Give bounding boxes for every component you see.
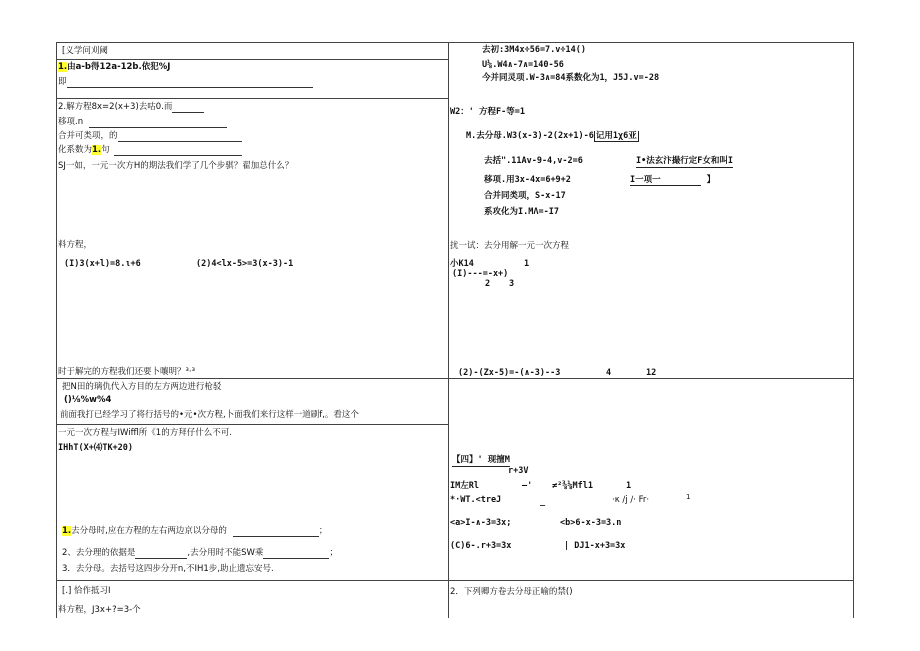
left-rule-4 — [56, 424, 448, 425]
equation-1: (I)3(x+l)=8.ι+6 — [64, 259, 141, 269]
option-a[interactable]: <a>I-∧-3=3x; — [450, 518, 512, 528]
example-w2: W2：' 方程F-等=1 — [450, 107, 525, 117]
small-label: 小K14 — [450, 259, 474, 269]
equation-2-denominator-2: 12 — [646, 368, 657, 378]
option-b[interactable]: <b>6-x-3=3.n — [560, 518, 622, 528]
section-4-header: 【四】' 现擅M — [452, 455, 510, 465]
right-rule-2 — [448, 580, 854, 581]
question-2-move: 移项.n — [58, 117, 227, 128]
wt-line-right: ·κ ∕j ∕· Fr· — [612, 495, 650, 505]
highlight-mark: 1. — [92, 145, 102, 155]
wt-line-mid: _ — [540, 497, 546, 507]
top-border — [56, 42, 854, 43]
example-equation: IHhT(X+⑷TK+20) — [58, 443, 134, 453]
fill-1: 1.去分母时,应在方程的左右两边京以分母的 ； — [62, 526, 328, 536]
im-line-right: ≠²⅜⅛Mfl1 — [552, 481, 593, 491]
answer-blank[interactable] — [172, 103, 204, 113]
note-box: 记用1χ6亚 — [595, 131, 637, 141]
im-line-left: IM左Rl — [450, 481, 479, 491]
im-line-mid: —' — [522, 481, 533, 491]
equation-2-right: (2)-(Zx-5)=-(∧-3)--3 — [458, 368, 561, 378]
try-prompt: 扰一试：去分用解一元一次方程 — [450, 241, 570, 251]
right-border — [853, 42, 854, 618]
fraction-numerator: 1 — [524, 259, 530, 269]
solution-line-1: 去初:3M4x÷56=7.v÷14() — [482, 45, 586, 55]
left-header-rule — [56, 59, 448, 60]
fraction-denominator-1: 2 — [485, 279, 491, 289]
solution-line-3: 今并同灵项.W-3∧=84系数化为1，J5J.v=-28 — [482, 73, 660, 83]
answer-blank[interactable] — [67, 78, 313, 88]
left-rule-3 — [56, 378, 448, 379]
answer-blank[interactable] — [118, 132, 242, 142]
answer-blank[interactable] — [89, 118, 227, 128]
steps-question: SJ一如，一元一次方H的期法我们学了几个步骐？翟加总什么？ — [58, 161, 294, 171]
left-rule-5 — [56, 580, 448, 581]
denominator-step: M.去分母.W3(x-3)-2(2x+1)-6 记用1χ6亚 — [466, 131, 637, 141]
question-2-combine: 合并可类项，的 — [58, 131, 242, 142]
question-2: 2.解方程8x=2(x+3)去咕0.而 — [58, 102, 204, 113]
question-1-continuation: 即 — [58, 77, 313, 88]
compare-prompt: 一元一次方程与IWiffl所《1的方拜仔什么不可. — [58, 428, 232, 438]
section-header: [义学问刈阈 — [62, 46, 108, 56]
solution-line-2: U⅛.W4∧-7∧=140-56 — [482, 60, 564, 70]
center-divider — [448, 42, 449, 618]
fill-3: 3．去分母。去括号这四步分开n,不IH1步,助止遗忘安号. — [62, 564, 274, 574]
option-c[interactable]: (C)6-.r+3=3x — [450, 541, 512, 551]
equation-2: (2)4<lx-5>=3(x-3)-1 — [196, 259, 294, 269]
question-1-text: 由a-b得12a-12b.依犯%J — [67, 62, 171, 72]
fill-1-number: 1. — [62, 526, 72, 536]
im-line-num: 1 — [626, 481, 632, 491]
question-2-choice: 2．下列卿方卷去分母正喻的禁() — [450, 587, 573, 597]
fraction-equation: (I)---=-x+) — [452, 269, 509, 279]
previous-learning: 前面我打已经学习了将行括号的•元•次方程,卜面我们来行这样一道刷f,。看这个 — [60, 410, 359, 420]
wt-line-sup: 1 — [686, 493, 691, 501]
check-instruction: 把N田的璃仇代入方目的左方两边进行枪驳 — [62, 382, 222, 392]
practice-header: [.] 恰作抵习I — [62, 586, 111, 596]
solve-label: 料方程， — [58, 240, 93, 250]
question-1 — [58, 62, 170, 73]
answer-blank[interactable] — [135, 549, 187, 559]
step-brackets-note: I•法玄汴撮行定F女和叫I — [636, 156, 733, 166]
answer-blank[interactable] — [263, 549, 329, 559]
step-coefficient: 系攻化为I.MΛ=-I7 — [484, 207, 559, 217]
fraction-denominator-2: 3 — [509, 279, 515, 289]
fill-2: 2、去分理的依据是 ,去分用时不能SW乘 ； — [62, 548, 338, 558]
left-rule-2 — [56, 98, 448, 99]
check-question: 时于解完的方程我们还要卜嚷明？³·³ — [58, 367, 196, 377]
equation-2-denominator-1: 4 — [606, 368, 612, 378]
step-move: 移项.用3x-4x=6+9+2 — [484, 175, 571, 185]
question-1-number: 1. — [58, 62, 68, 72]
step-combine: 合并同类项，S-x-17 — [484, 191, 566, 201]
answer-blank[interactable] — [233, 527, 319, 537]
section-4-expression: r+3V — [508, 466, 529, 476]
wt-line: *·WT.<treJ — [450, 495, 502, 505]
practice-equation: 料方程，J3x+?=3-个 — [58, 605, 141, 615]
blank-paren: ()⅛%w%4 — [64, 395, 112, 405]
answer-blank[interactable] — [114, 146, 242, 156]
left-border — [56, 42, 57, 618]
step-move-note: I一项一 】 — [630, 175, 716, 185]
question-2-coefficient: 化系数为1.句 — [58, 145, 242, 156]
step-brackets: 去括".11Av-9-4,v-2=6 — [484, 156, 583, 166]
option-d[interactable]: | DJ1-x+3=3x — [564, 541, 626, 551]
